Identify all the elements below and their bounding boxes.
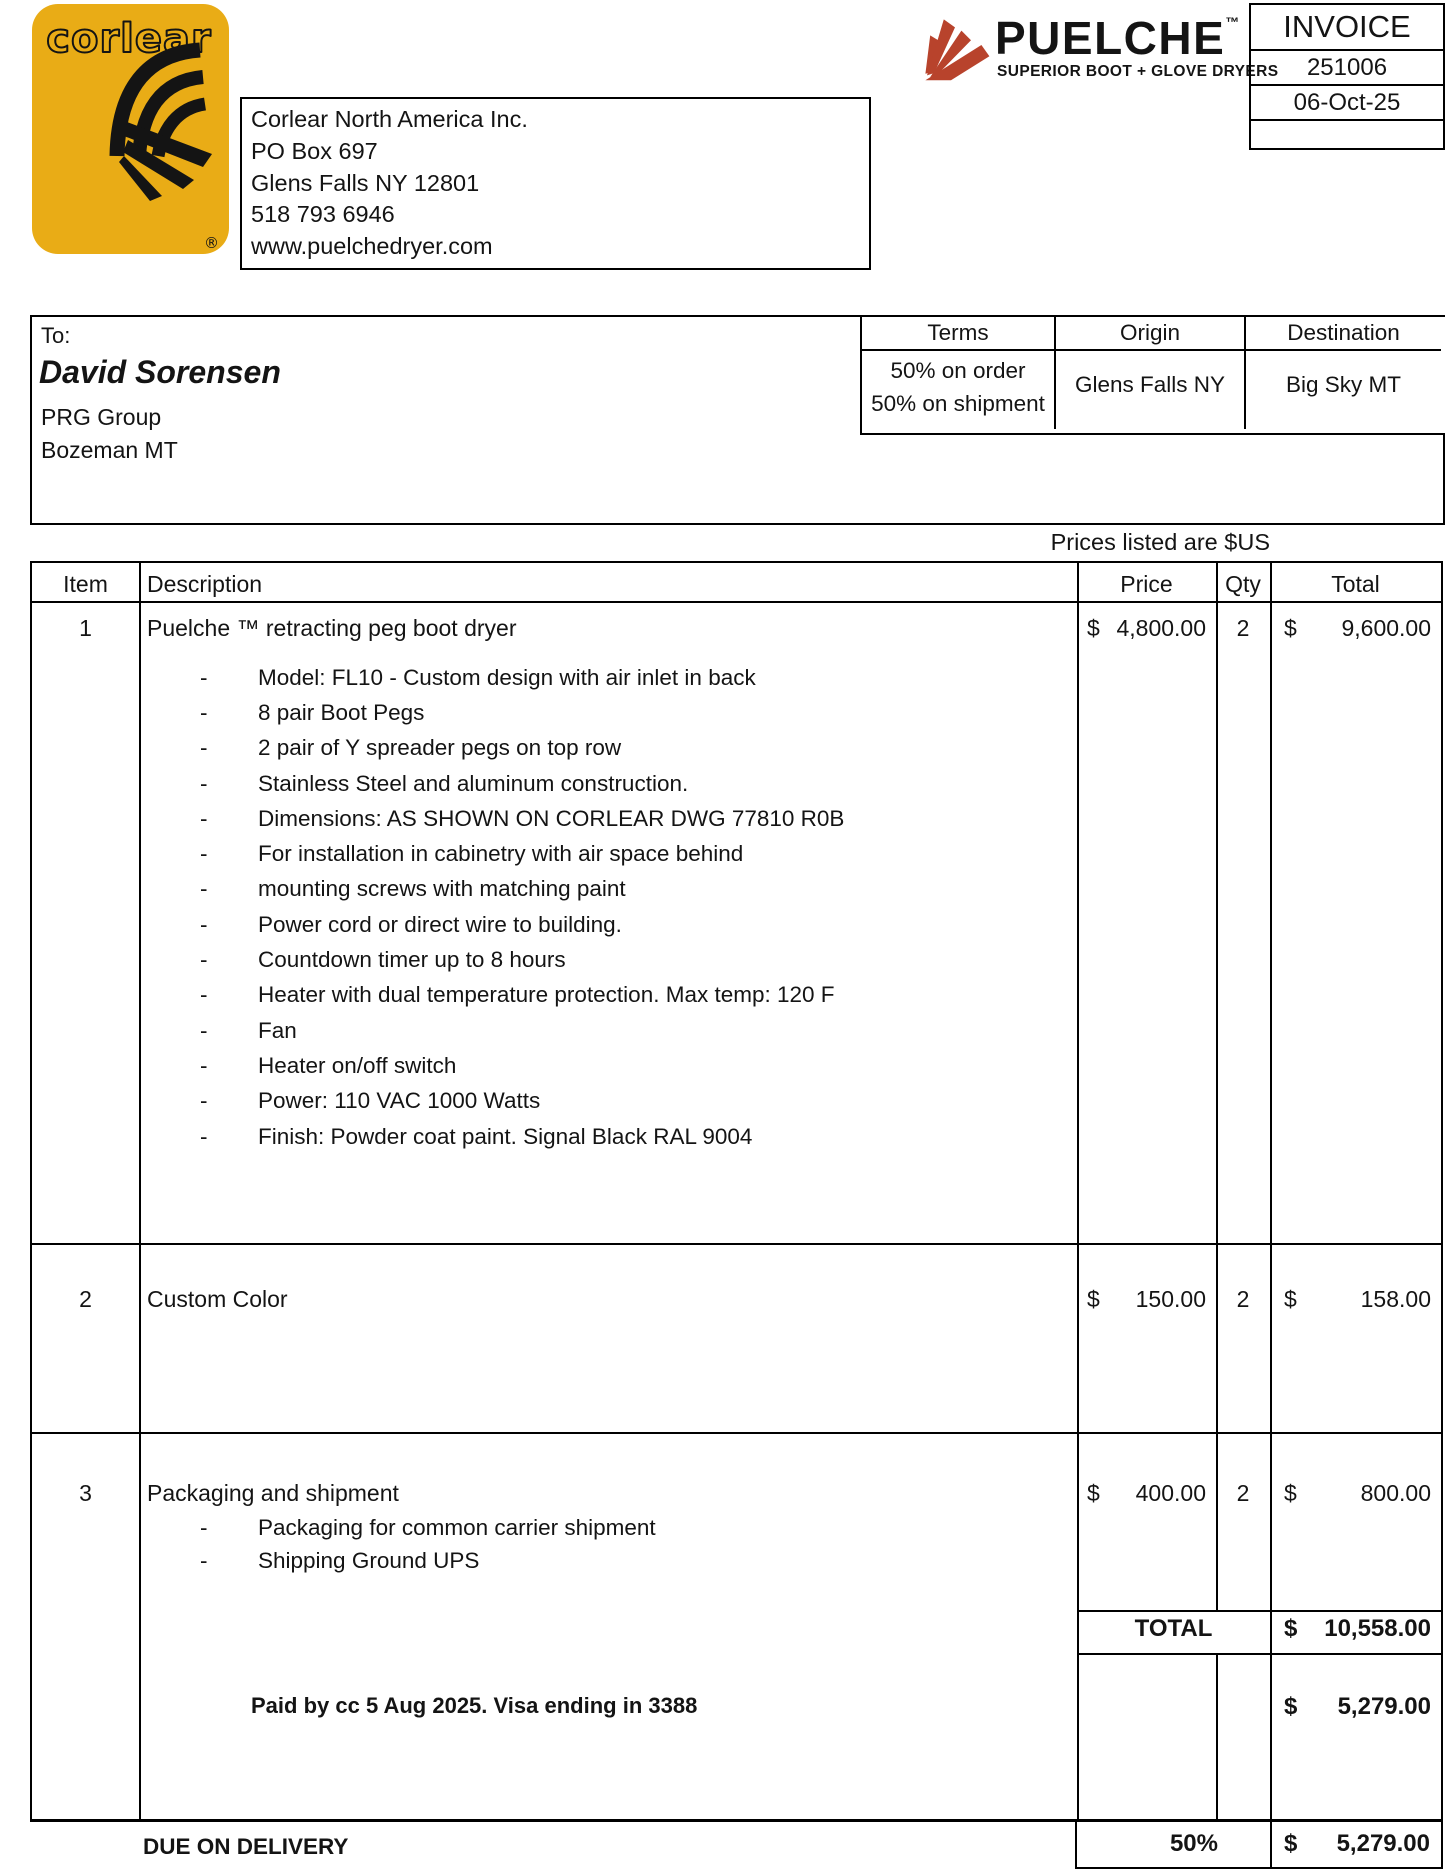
invoice-number: 251006 [1251,51,1443,86]
customer-city: Bozeman MT [41,437,178,463]
currency-symbol: $ [1087,1480,1100,1506]
payment-note: Paid by cc 5 Aug 2025. Visa ending in 3388 [251,1693,698,1718]
customer-company: PRG Group [41,404,162,430]
item-qty: 2 [1236,615,1250,641]
terms-line-2: 50% on shipment [871,391,1045,416]
bullet-item: - For installation in cabinetry with air space behind [200,841,744,867]
origin-header: Origin [1119,320,1181,345]
item-detail-list [200,660,1070,1154]
currency-symbol: $ [1284,1693,1298,1720]
grand-total-label: TOTAL [1134,1615,1213,1642]
trademark-symbol: ™ [1225,14,1241,30]
company-phone: 518 793 6946 [251,201,395,228]
bullet-item: - Model: FL10 - Custom design with air inlet in back [200,664,756,690]
divider [139,563,141,1819]
puelche-tagline: SUPERIOR BOOT + GLOVE DRYERS [997,63,1279,80]
bullet-item: - 2 pair of Y spreader pegs on top row [200,735,622,761]
invoice-header-box [1249,3,1445,150]
paid-amount-cell [1270,1693,1441,1721]
divider [1216,563,1218,1610]
terms-header: Terms [927,320,989,345]
destination-header: Destination [1287,320,1400,345]
item-number: 2 [79,1286,92,1312]
company-website: www.puelchedryer.com [251,233,493,260]
company-city: Glens Falls NY 12801 [251,169,480,196]
item-price-cell [1077,1285,1216,1313]
item-number: 1 [79,615,92,641]
bullet-item: - Shipping Ground UPS [200,1547,480,1573]
total-value: 9,600.00 [1341,615,1431,641]
bullet-item: - Finish: Powder coat paint. Signal Black RAL 9004 [200,1123,753,1149]
invoice-title: INVOICE [1251,5,1443,51]
corlear-bird-icon [117,50,212,201]
item-description: Puelche ™ retracting peg boot dryer [147,615,517,641]
currency-symbol: $ [1284,1286,1297,1312]
registered-trademark-icon: ® [204,234,219,252]
currency-symbol: $ [1087,615,1100,641]
due-amount-value: 5,279.00 [1336,1830,1430,1857]
bullet-item: - Heater with dual temperature protection. Max temp: 120 F [200,982,835,1008]
currency-symbol: $ [1284,615,1297,641]
price-value: 150.00 [1135,1286,1206,1312]
item-price-cell [1077,1479,1216,1507]
shipping-terms-table [860,315,1445,435]
item-description: Custom Color [147,1286,288,1312]
column-header-qty: Qty [1225,571,1261,597]
origin-value: Glens Falls NY [1074,372,1226,397]
bullet-item: - Power: 110 VAC 1000 Watts [200,1088,541,1114]
corlear-wordmark: corlear [46,16,212,62]
company-po-box: PO Box 697 [251,137,378,164]
item-description: Packaging and shipment [147,1480,399,1506]
item-number: 3 [79,1480,92,1506]
currency-note: Prices listed are $US [1050,529,1270,555]
bullet-item: - Heater on/off switch [200,1052,457,1078]
bullet-item: - Power cord or direct wire to building. [200,911,622,937]
currency-symbol: $ [1284,1480,1297,1506]
bullet-item: - mounting screws with matching paint [200,876,626,902]
total-value: 158.00 [1360,1286,1431,1312]
item-price-cell [1077,614,1216,642]
due-on-delivery-label: DUE ON DELIVERY [143,1834,349,1859]
paid-amount-value: 5,279.00 [1337,1693,1431,1720]
item-detail-list [200,1511,1070,1577]
column-header-price: Price [1120,571,1173,597]
item-total-cell [1270,614,1441,642]
divider [1077,1610,1441,1612]
divider [1216,1653,1218,1819]
column-header-item: Item [63,571,108,597]
corlear-logo-graphic [32,4,229,254]
puelche-wordmark-text: PUELCHE [995,12,1226,64]
bullet-item: - Fan [200,1017,297,1043]
invoice-date: 06-Oct-25 [1251,86,1443,121]
item-total-cell [1270,1479,1441,1507]
line-items-table [30,561,1443,1822]
bill-to-label: To: [41,323,71,348]
customer-name: David Sorensen [39,354,281,390]
puelche-wing-icon [919,10,991,88]
due-amount-cell [1272,1822,1443,1869]
grand-total-cell [1270,1615,1441,1643]
bullet-item: - Countdown timer up to 8 hours [200,947,566,973]
divider [32,601,1441,603]
price-value: 4,800.00 [1116,615,1206,641]
grand-total-value: 10,558.00 [1324,1615,1431,1642]
item-qty: 2 [1236,1286,1250,1312]
divider [862,349,1441,351]
total-value: 800.00 [1360,1480,1431,1506]
item-total-cell [1270,1285,1441,1313]
company-name: Corlear North America Inc. [251,106,528,132]
divider [32,1432,1441,1434]
column-header-total: Total [1331,571,1380,597]
bullet-item: - Stainless Steel and aluminum construction. [200,770,689,796]
divider [32,1243,1441,1245]
divider [1077,1653,1441,1655]
currency-symbol: $ [1284,1615,1298,1642]
terms-line-1: 50% on order [890,358,1026,383]
currency-symbol: $ [1284,1830,1298,1857]
bullet-item: - Packaging for common carrier shipment [200,1514,656,1540]
due-percent-value: 50% [1169,1830,1218,1857]
item-qty: 2 [1236,1480,1250,1506]
price-value: 400.00 [1135,1480,1206,1506]
bullet-item: - Dimensions: AS SHOWN ON CORLEAR DWG 77810 R0B [200,805,845,831]
destination-value: Big Sky MT [1285,372,1402,397]
currency-symbol: $ [1087,1286,1100,1312]
due-percent-cell [1075,1822,1272,1869]
puelche-wordmark [995,11,1241,65]
column-header-description: Description [147,571,263,597]
corlear-logo [32,4,229,254]
company-address-box [240,97,871,270]
bullet-item: - 8 pair Boot Pegs [200,699,425,725]
